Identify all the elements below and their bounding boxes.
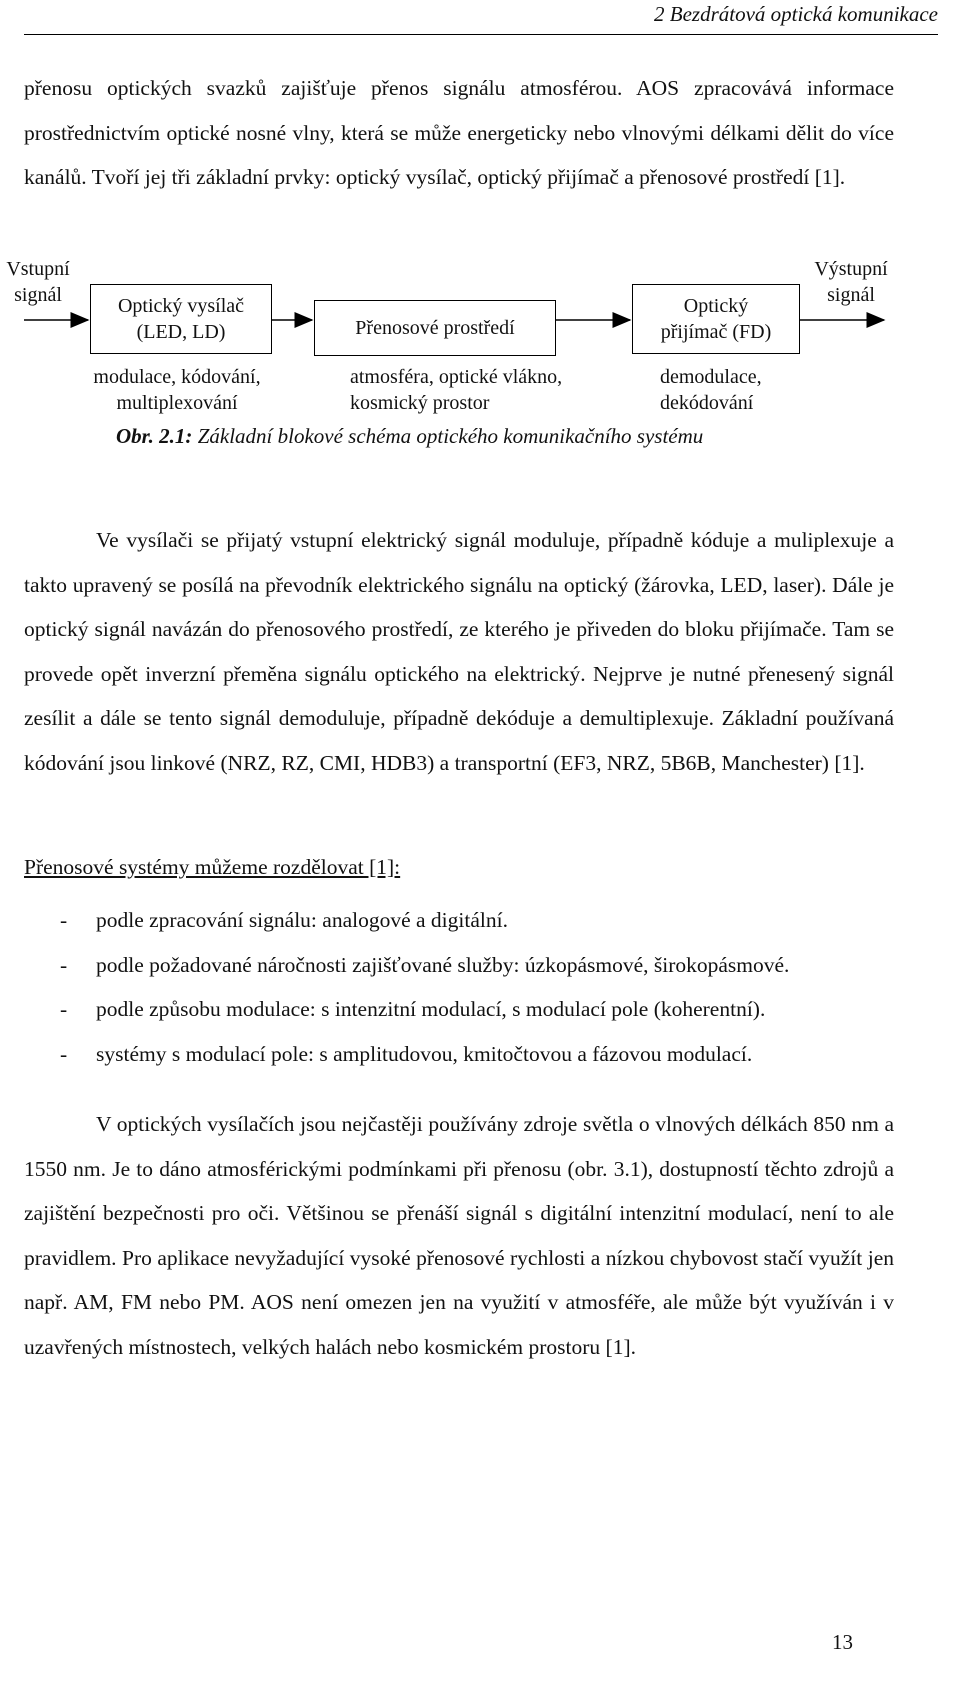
input-signal-label: Vstupní signál <box>6 258 70 306</box>
list-marker: - <box>60 997 68 1021</box>
list-marker: - <box>60 952 68 977</box>
transmitter-description: modulace, kódování, multiplexování <box>93 366 261 414</box>
list-item-text: podle požadované náročnosti zajišťované služby: úzkopásmové, širokopásmové. <box>96 952 790 977</box>
list-item-text: podle způsobu modulace: s intenzitní modulací, s modulací pole (koherentní). <box>96 997 766 1021</box>
list-item <box>24 1032 904 1077</box>
block-diagram <box>0 250 960 450</box>
transmitter-block: Optický vysílač (LED, LD) <box>90 284 272 354</box>
list-marker: - <box>60 908 68 932</box>
medium-block: Přenosové prostředí <box>314 300 556 356</box>
list-item-text: podle zpracování signálu: analogové a digitální. <box>96 908 508 932</box>
caption-text: Základní blokové schéma optického komunikačního systému <box>192 424 704 448</box>
list-item <box>24 943 904 988</box>
caption-number: Obr. 2.1: <box>116 424 193 448</box>
paragraph-sources-text: V optických vysílačích jsou nejčastěji používány zdroje světla o vlnových délkách 850 nm a 1550 nm. Je to dáno atmosférickými podmínkami při přenosu (obr. 3.1), dostupností těchto zdrojů a zajištění bezpečnosti pro oči. Většinou se přenáší signál s digitální intenzitní modulací, není to ale pravidlem. Pro aplikace nevyžadující vysoké přenosové rychlosti a nízkou chybovost stačí využít jen např. AM, FM nebo PM. AOS není omezen jen na využití v atmosféře, ale může být využíván i v uzavřených místnostech, velkých halách nebo kosmickém prostoru [1]. <box>24 1112 894 1359</box>
receiver-description: demodulace, dekódování <box>660 366 762 414</box>
paragraph-intro: přenosu optických svazků zajišťuje přenos signálu atmosférou. AOS zpracovává informace prostřednictvím optické nosné vlny, která se může energeticky nebo vlnovými délkami dělit do více kanálů. Tvoří jej tři základní prvky: optický vysílač, optický přijímač a přenosové prostředí [1]. <box>24 76 894 189</box>
figure-caption <box>116 424 703 449</box>
medium-description: atmosféra, optické vlákno, kosmický prostor <box>350 366 563 414</box>
paragraph-sources <box>24 1102 894 1369</box>
paragraph-transmitter <box>24 518 894 785</box>
receiver-block: Optický přijímač (FD) <box>632 284 800 354</box>
system-classification-list <box>24 898 904 1076</box>
paragraph-transmitter-text: Ve vysílači se přijatý vstupní elektrický signál moduluje, případně kóduje a muliplexuje a takto upravený se posílá na převodník elektrického signálu na optický (žárovka, LED, laser). Dále je optický signál navázán do přenosového prostředí, ze kterého je přiveden do bloku přijímače. Tam se provede opět inverzní přeměna signálu optického na elektrický. Nejprve je nutné přenesený signál zesílit a dále se tento signál demoduluje, případně dekóduje a demultiplexuje. Základní používaná kódování jsou linkové (NRZ, RZ, CMI, HDB3) a transportní (EF3, NRZ, 5B6B, Manchester) [1]. <box>24 528 894 775</box>
list-item-text: systémy s modulací pole: s amplitudovou, kmitočtovou a fázovou modulací. <box>96 1041 753 1066</box>
list-heading: Přenosové systémy můžeme rozdělovat [1]: <box>24 855 401 879</box>
running-header: 2 Bezdrátová optická komunikace <box>24 0 938 35</box>
list-item <box>24 898 904 943</box>
list-marker: - <box>60 1041 68 1066</box>
output-signal-label: Výstupní signál <box>814 258 888 306</box>
page-number: 13 <box>832 1630 853 1654</box>
list-item <box>24 987 904 1032</box>
